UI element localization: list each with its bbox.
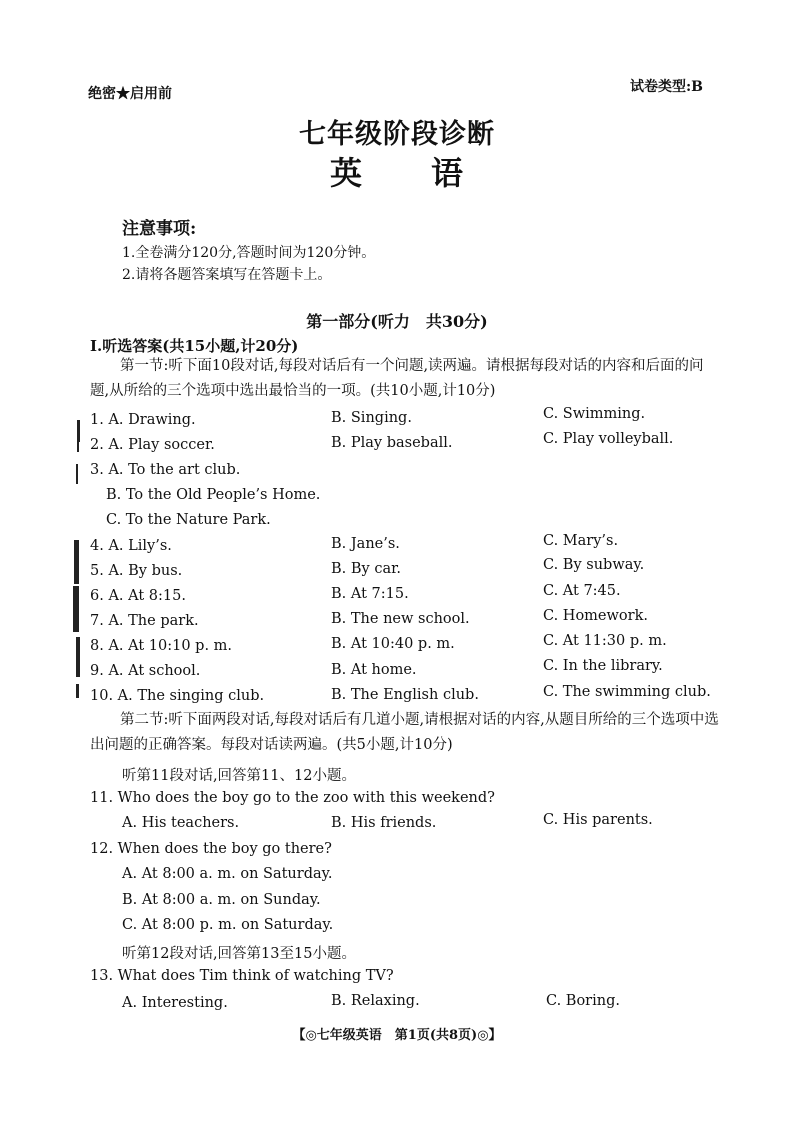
q1-option-a: 1. A. Drawing. <box>90 412 196 428</box>
q6-option-c: C. At 7:45. <box>543 583 621 599</box>
scan-mark <box>74 540 79 584</box>
scan-mark <box>76 684 79 698</box>
q13-option-c: C. Boring. <box>546 993 620 1009</box>
q2-option-a: 2. A. Play soccer. <box>90 437 215 453</box>
q13-option-a: A. Interesting. <box>122 995 228 1011</box>
dialog11-instruction: 听第11段对话,回答第11、12小题。 <box>122 768 356 784</box>
scan-mark <box>76 464 78 484</box>
q10-option-b: B. The English club. <box>331 687 479 703</box>
q4-option-c: C. Mary’s. <box>543 533 619 549</box>
q9-option-c: C. In the library. <box>543 658 663 674</box>
q10-option-c: C. The swimming club. <box>543 684 711 700</box>
subject-title <box>0 148 794 194</box>
q8-option-b: B. At 10:40 p. m. <box>331 636 455 652</box>
q12-question: 12. When does the boy go there? <box>90 841 332 857</box>
q13-question: 13. What does Tim think of watching TV? <box>90 968 394 984</box>
q10-option-a: 10. A. The singing club. <box>90 688 265 704</box>
q13-option-b: B. Relaxing. <box>331 993 420 1009</box>
part1-title: 第一部分(听力 共30分) <box>306 312 488 331</box>
subject-char-1: 英 <box>329 154 363 192</box>
q3-option-b: B. To the Old People’s Home. <box>106 487 321 503</box>
q1-option-b: B. Singing. <box>331 410 412 426</box>
q12-option-a: A. At 8:00 a. m. on Saturday. <box>122 866 333 882</box>
exam-title: 七年级阶段诊断 <box>299 119 495 150</box>
q11-question: 11. Who does the boy go to the zoo with this weekend? <box>90 790 495 806</box>
q7-option-a: 7. A. The park. <box>90 613 199 629</box>
section-title: Ⅰ.听选答案(共15小题,计20分) <box>90 337 299 355</box>
dialog12-instruction: 听第12段对话,回答第13至15小题。 <box>122 946 356 962</box>
q6-option-a: 6. A. At 8:15. <box>90 588 186 604</box>
q6-option-b: B. At 7:15. <box>331 586 409 602</box>
scan-mark <box>77 434 79 452</box>
q8-option-a: 8. A. At 10:10 p. m. <box>90 638 233 654</box>
q2-option-b: B. Play baseball. <box>331 435 453 451</box>
q11-option-c: C. His parents. <box>543 812 653 828</box>
scan-mark <box>76 637 80 677</box>
section2-instruction: 第二节:听下面两段对话,每段对话后有几道小题,请根据对话的内容,从题目所给的三个选项中选出问题的正确答案。每段对话读两遍。(共5小题,计10分) <box>90 712 719 753</box>
page-footer: 【◎七年级英语 第1页(共8页)◎】 <box>292 1028 502 1043</box>
q11-option-a: A. His teachers. <box>122 815 240 831</box>
note-item: 1.全卷满分120分,答题时间为120分钟。 <box>122 245 376 261</box>
q8-option-c: C. At 11:30 p. m. <box>543 633 667 649</box>
confidential-label: 绝密★启用前 <box>88 86 172 102</box>
paper-type-label: 试卷类型:B <box>630 79 704 95</box>
q11-option-b: B. His friends. <box>331 815 437 831</box>
q5-option-b: B. By car. <box>331 561 402 577</box>
notes-title: 注意事项: <box>122 219 197 239</box>
q5-option-c: C. By subway. <box>543 557 645 573</box>
q4-option-b: B. Jane’s. <box>331 536 400 552</box>
q5-option-a: 5. A. By bus. <box>90 563 183 579</box>
scan-mark <box>73 586 79 632</box>
q9-option-b: B. At home. <box>331 662 417 678</box>
section1-instruction: 第一节:听下面10段对话,每段对话后有一个问题,读两遍。请根据每段对话的内容和后面的问题,从所给的三个选项中选出最恰当的一项。(共10小题,计10分) <box>90 358 704 399</box>
q12-option-c: C. At 8:00 p. m. on Saturday. <box>122 917 334 933</box>
q2-option-c: C. Play volleyball. <box>543 431 674 447</box>
q12-option-b: B. At 8:00 a. m. on Sunday. <box>122 892 321 908</box>
q3-option-c: C. To the Nature Park. <box>106 512 271 528</box>
q4-option-a: 4. A. Lily’s. <box>90 538 172 554</box>
q7-option-c: C. Homework. <box>543 608 648 624</box>
q7-option-b: B. The new school. <box>331 611 470 627</box>
subject-char-2: 语 <box>431 154 465 192</box>
note-item: 2.请将各题答案填写在答题卡上。 <box>122 267 332 283</box>
q9-option-a: 9. A. At school. <box>90 663 201 679</box>
q3-option-a: 3. A. To the art club. <box>90 462 241 478</box>
q1-option-c: C. Swimming. <box>543 406 646 422</box>
